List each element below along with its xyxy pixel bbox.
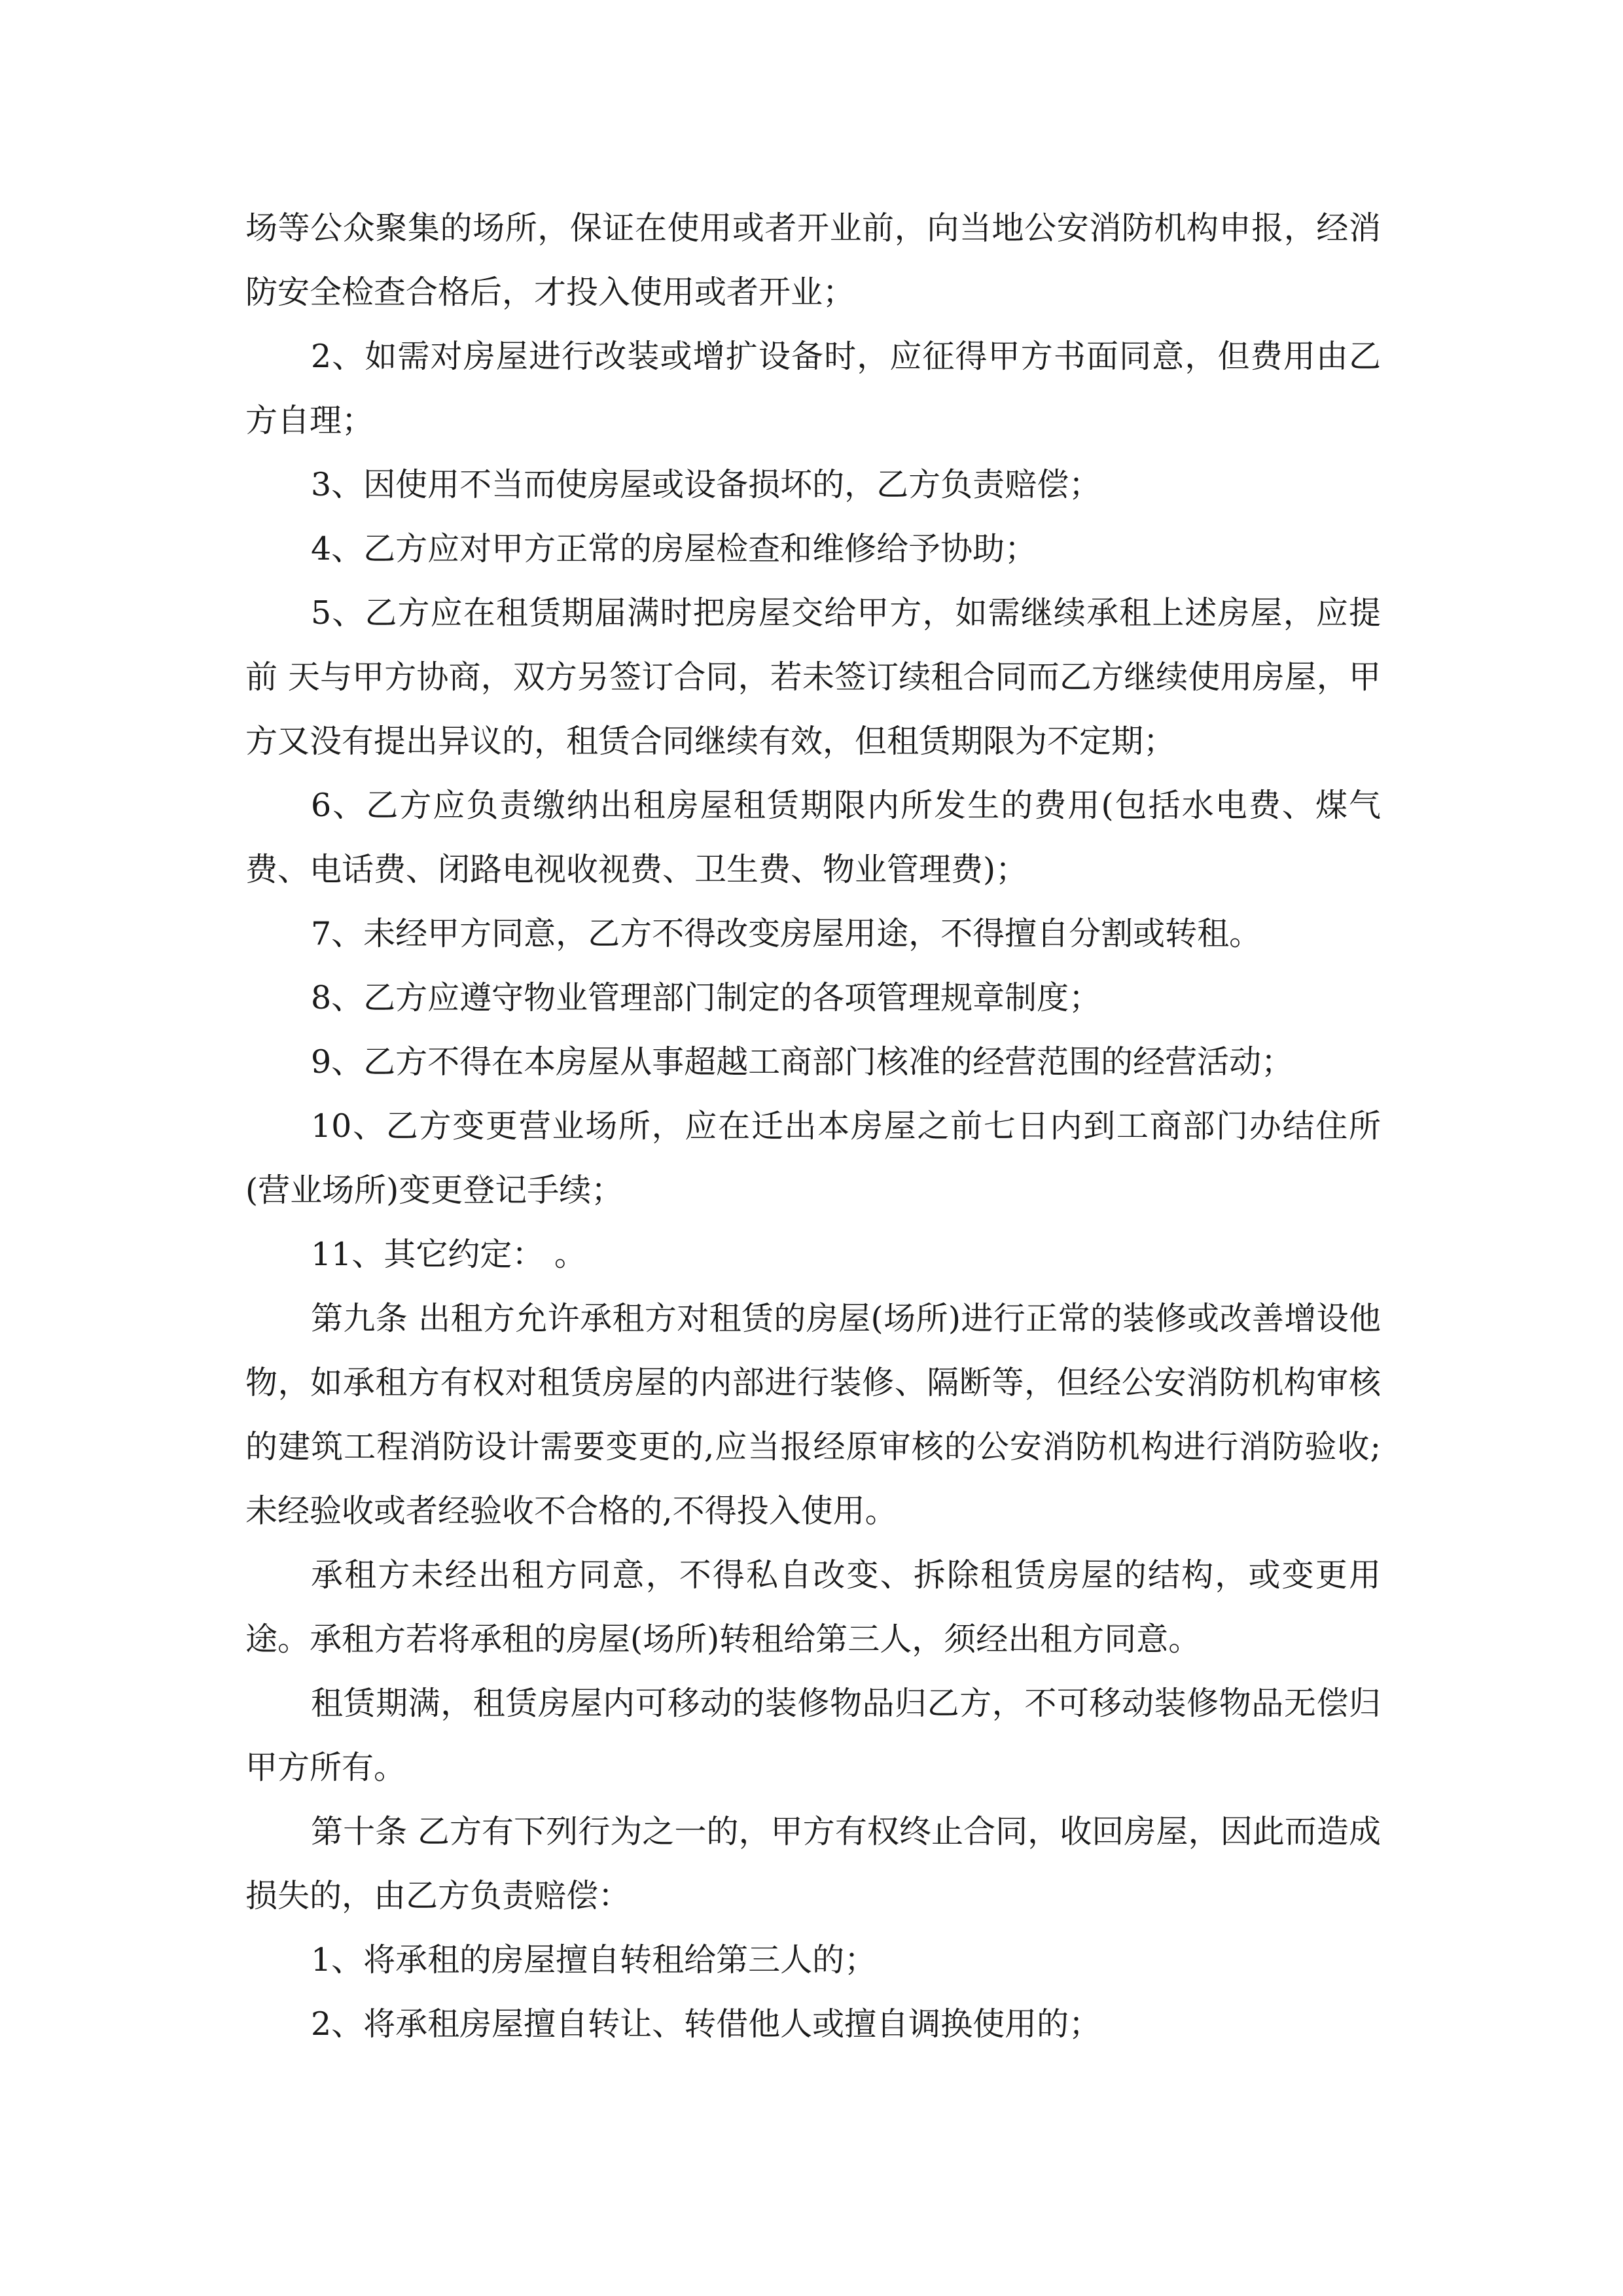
document-body [245,196,1381,2056]
paragraph-article-10-item-2: 2、将承租房屋擅自转让、转借他人或擅自调换使用的； [311,2005,1101,2043]
paragraph-item-9-business-scope: 9、乙方不得在本房屋从事超越工商部门核准的经营范围的经营活动； [311,1043,1294,1081]
paragraph-item-7-usage: 7、未经甲方同意，乙方不得改变房屋用途，不得擅自分割或转租。 [311,915,1262,952]
paragraph-item-8-rules: 8、乙方应遵守物业管理部门制定的各项管理规章制度； [311,979,1101,1016]
paragraph-article-9: 第九条 出租方允许承租方对租赁的房屋(场所)进行正常的装修或改善增设他物，如承租方有权对租赁房屋的内部进行装修、隔断等，但经公安消防机构审核的建筑工程消防设计需要变更的,应当报经原审核的公安消防机构进行消防验收;未经验收或者经验收不合格的,不得投入使用。 [245,1300,1381,1530]
paragraph-item-11-other: 11、其它约定： 。 [311,1236,586,1273]
paragraph-item-6-fees: 6、乙方应负责缴纳出租房屋租赁期限内所发生的费用(包括水电费、煤气费、电话费、闭路电视收视费、卫生费、物业管理费)； [245,787,1381,888]
paragraph-article-10: 第十条 乙方有下列行为之一的，甲方有权终止合同，收回房屋，因此而造成损失的，由乙方负责赔偿： [245,1813,1381,1914]
paragraph-item-10-registration: 10、乙方变更营业场所，应在迁出本房屋之前七日内到工商部门办结住所(营业场所)变更登记手续； [245,1107,1381,1209]
paragraph-item-4-inspection: 4、乙方应对甲方正常的房屋检查和维修给予协助； [311,530,1037,567]
paragraph-item-5-return-house: 5、乙方应在租赁期届满时把房屋交给甲方，如需继续承租上述房屋，应提前 天与甲方协商，双方另签订合同，若未签订续租合同而乙方继续使用房屋，甲方又没有提出异议的，租赁合同继续有效，但租赁期限为不定期； [245,594,1381,760]
paragraph-continuation-fire-safety: 场等公众聚集的场所，保证在使用或者开业前，向当地公安消防机构申报，经消防安全检查合格后，才投入使用或者开业； [245,209,1381,311]
paragraph-item-2-renovation: 2、如需对房屋进行改装或增扩设备时，应征得甲方书面同意，但费用由乙方自理； [245,338,1381,439]
paragraph-item-3-damage: 3、因使用不当而使房屋或设备损坏的，乙方负责赔偿； [311,466,1101,503]
paragraph-article-10-item-1: 1、将承租的房屋擅自转租给第三人的； [311,1941,877,1979]
paragraph-structure-change: 承租方未经出租方同意，不得私自改变、拆除租赁房屋的结构，或变更用途。承租方若将承租的房屋(场所)转租给第三人，须经出租方同意。 [245,1556,1381,1658]
paragraph-lease-expiry: 租赁期满，租赁房屋内可移动的装修物品归乙方，不可移动装修物品无偿归甲方所有。 [245,1685,1381,1786]
